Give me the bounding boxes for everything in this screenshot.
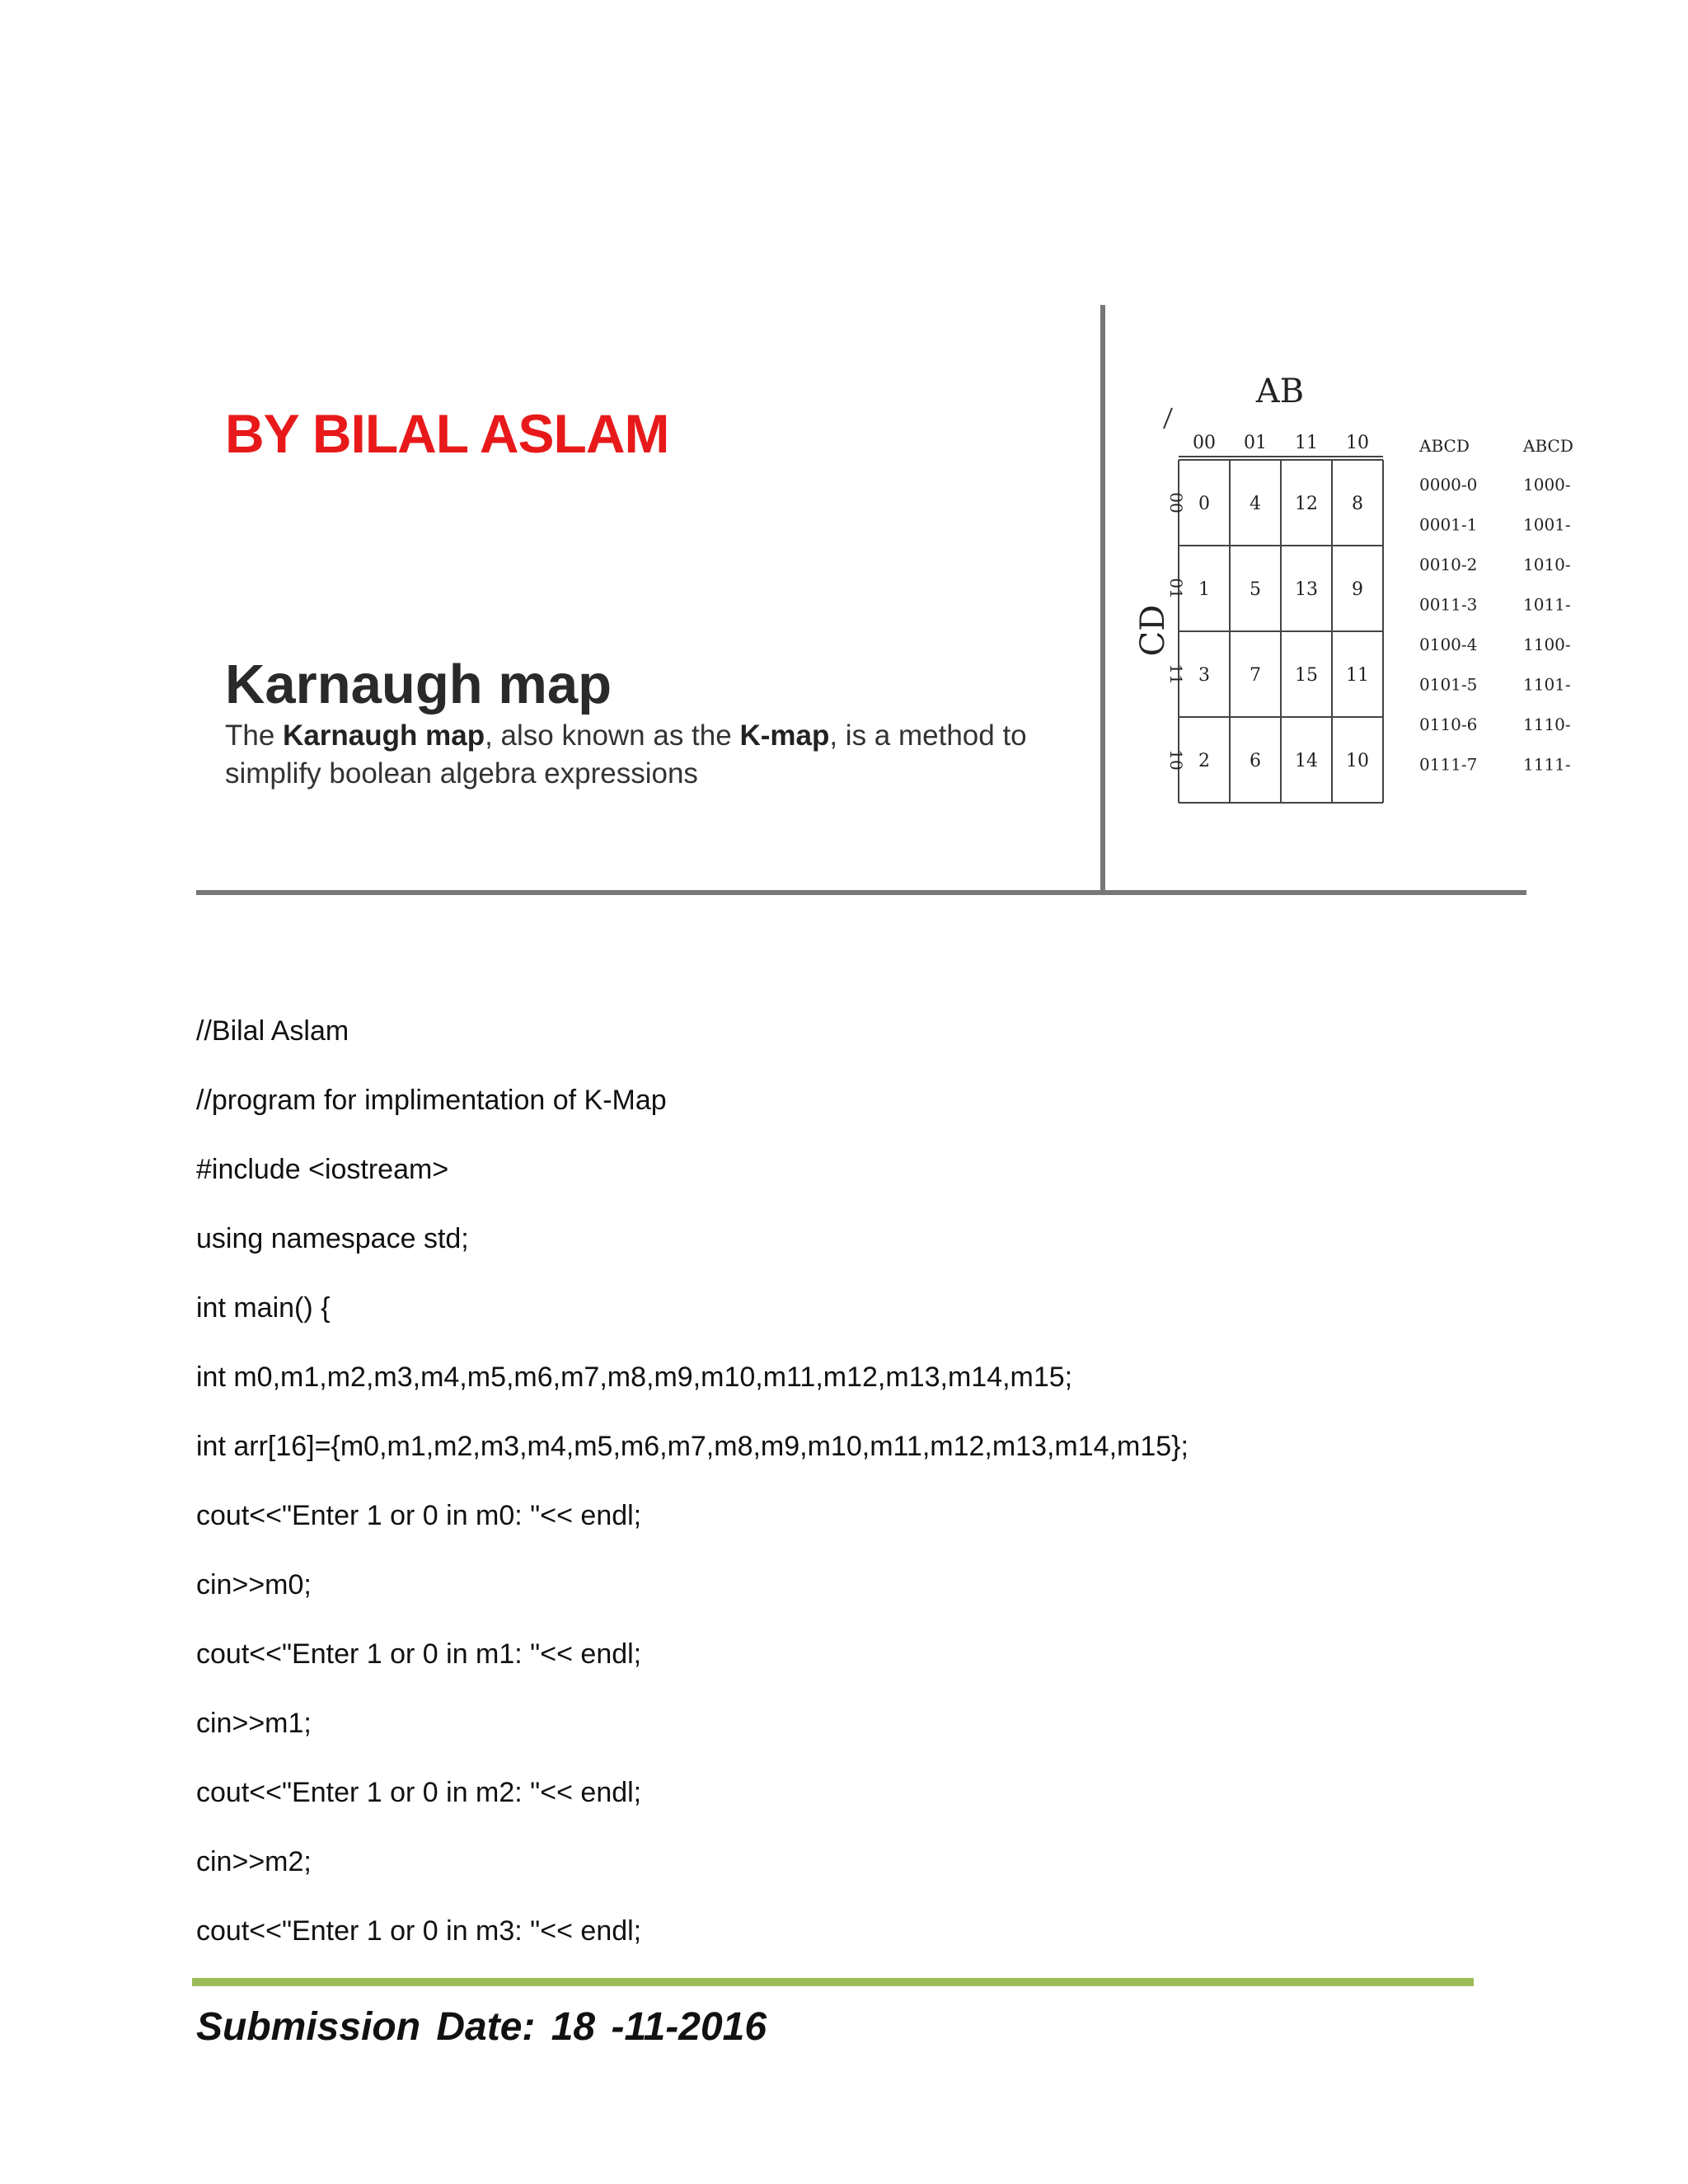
code-line: int main() { [196, 1292, 331, 1324]
table-right-entry: 1111- [1523, 754, 1571, 775]
desc-part-1: The [225, 719, 284, 752]
code-line: cout<<"Enter 1 or 0 in m2: "<< endl; [196, 1777, 642, 1808]
vertical-divider [1100, 305, 1105, 892]
footer-rule [192, 1978, 1474, 1986]
table-left-entry: 0100-4 [1419, 635, 1478, 654]
table-right-entry: 1011- [1523, 594, 1571, 615]
table-right-entry: 1010- [1523, 555, 1571, 574]
code-line: cin>>m1; [196, 1708, 312, 1739]
table-left-entry: 0000-0 [1419, 475, 1478, 494]
kmap-description [225, 717, 1090, 793]
kmap-cell: 7 [1250, 665, 1261, 686]
kmap-cell: 2 [1198, 751, 1210, 771]
horizontal-divider [196, 890, 1526, 895]
code-line: cout<<"Enter 1 or 0 in m0: "<< endl; [196, 1500, 642, 1531]
kmap-diagram [1129, 363, 1574, 824]
table-right-entry: 1110- [1523, 715, 1571, 734]
table-left-entry: 0101-5 [1419, 674, 1478, 695]
ab-label: AB [1255, 373, 1305, 410]
kmap-cell: 6 [1250, 751, 1261, 771]
col-label: 10 [1346, 433, 1369, 453]
code-line: int arr[16]={m0,m1,m2,m3,m4,m5,m6,m7,m8,m9,m10,m11,m12,m13,m14,m15}; [196, 1431, 1189, 1462]
desc-term-karnaugh: Karnaugh map [283, 719, 485, 752]
kmap-cell: 10 [1346, 751, 1369, 771]
kmap-cell: 13 [1295, 579, 1318, 600]
code-line: cout<<"Enter 1 or 0 in m1: "<< endl; [196, 1638, 642, 1670]
table-left-entry: 0001-1 [1419, 514, 1478, 535]
desc-part-2: , also known as the [485, 719, 740, 752]
row-label: 01 [1166, 578, 1186, 599]
submission-date: Submission Date: 18 -11-2016 [196, 2005, 767, 2049]
code-block [196, 1012, 1597, 1981]
code-line: int m0,m1,m2,m3,m4,m5,m6,m7,m8,m9,m10,m11,m12,m13,m14,m15; [196, 1361, 1073, 1393]
kmap-cell: 1 [1198, 579, 1210, 600]
row-label: 00 [1166, 492, 1186, 513]
code-line: #include <iostream> [196, 1154, 449, 1185]
code-line: cin>>m2; [196, 1846, 312, 1877]
kmap-cell: 5 [1250, 579, 1261, 600]
kmap-cell: 11 [1346, 665, 1369, 686]
row-label: 11 [1166, 663, 1186, 685]
table-right-entry: 1001- [1523, 514, 1571, 535]
row-label: 10 [1166, 749, 1186, 771]
code-line: //program for implimentation of K-Map [196, 1085, 667, 1116]
table-right-entry: 1101- [1523, 674, 1571, 695]
kmap-cell: 0 [1198, 494, 1210, 514]
table-right-header: ABCD [1523, 436, 1573, 456]
col-label: 11 [1295, 433, 1318, 453]
kmap-cell: 15 [1295, 665, 1318, 686]
kmap-title: Karnaugh map [225, 654, 612, 715]
table-right-entry: 1100- [1523, 635, 1571, 654]
kmap-cell: 3 [1198, 665, 1210, 686]
code-line: //Bilal Aslam [196, 1015, 349, 1047]
col-label: 01 [1244, 433, 1267, 453]
code-line: cin>>m0; [196, 1569, 312, 1601]
cd-label: CD [1134, 604, 1172, 657]
desc-term-kmap: K-map [739, 719, 830, 752]
table-left-entry: 0110-6 [1419, 715, 1478, 734]
kmap-cell: 9 [1352, 579, 1363, 600]
author-heading: BY BILAL ASLAM [225, 403, 669, 464]
kmap-cell: 4 [1250, 494, 1261, 514]
col-label: 00 [1193, 433, 1216, 453]
table-right-entry: 1000- [1523, 475, 1571, 494]
code-line: using namespace std; [196, 1223, 469, 1254]
table-left-entry: 0111-7 [1419, 754, 1478, 775]
table-left-header: ABCD [1419, 436, 1470, 456]
code-line: cout<<"Enter 1 or 0 in m3: "<< endl; [196, 1915, 642, 1947]
kmap-cell: 12 [1295, 494, 1318, 514]
table-left-entry: 0011-3 [1419, 594, 1478, 615]
corner-diagonal [1164, 408, 1172, 429]
kmap-cell: 8 [1352, 494, 1363, 514]
desc-part-3: , is a method to simplify boolean algebra expressions [225, 719, 1027, 790]
table-left-entry: 0010-2 [1419, 555, 1478, 574]
kmap-cell: 14 [1295, 751, 1318, 771]
